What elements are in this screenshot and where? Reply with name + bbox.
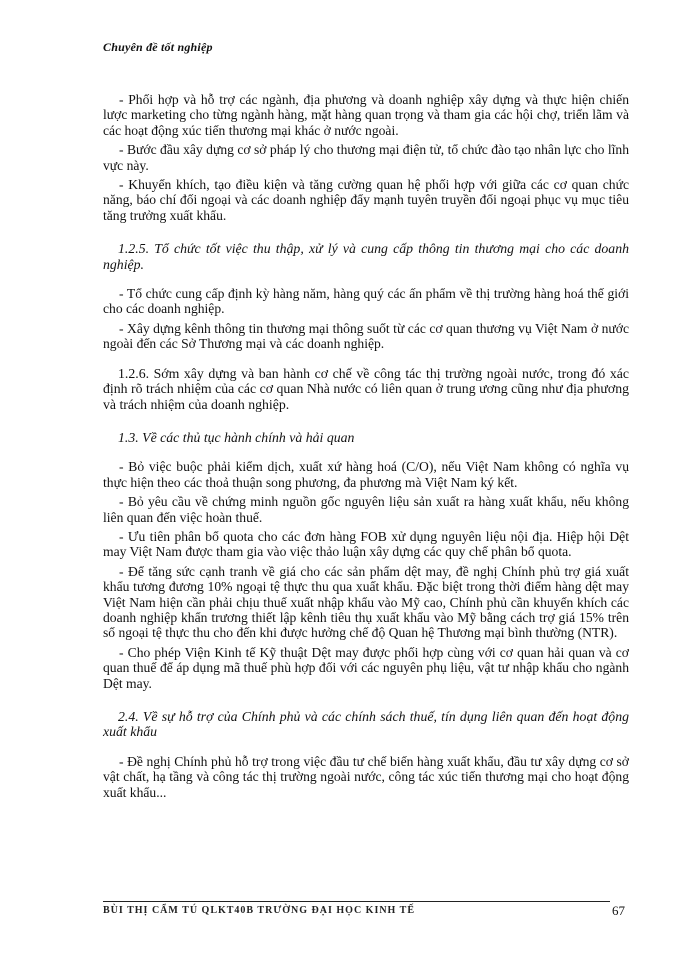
footer-text: BÙI THỊ CẨM TÚ QLKT40B TRƯỜNG ĐẠI HỌC KINH TẾ: [103, 905, 415, 916]
page-number: 67: [612, 903, 625, 918]
paragraph: - Đề nghị Chính phủ hỗ trợ trong việc đầu tư chế biến hàng xuất khẩu, đầu tư xây dựng cơ sở vật chất, hạ tầng và công tác thị trường ngoài nước, công tác xúc tiến thương mại cho hoạt động xuất khẩu...: [103, 753, 629, 800]
section-heading: 1.3. Về các thủ tục hành chính và hải quan: [118, 429, 355, 445]
section-heading: 2.4. Về sự hỗ trợ của Chính phủ và các chính sách thuế, tín dụng liên quan đến hoạt động xuất khẩu: [103, 709, 629, 740]
paragraph: - Bỏ yêu cầu về chứng minh nguồn gốc nguyên liệu sản xuất ra hàng xuất khẩu, nếu không liên quan đến việc hoàn thuế.: [103, 494, 629, 525]
page-body: [103, 92, 629, 804]
section-heading: 1.2.5. Tổ chức tốt việc thu thập, xử lý và cung cấp thông tin thương mại cho các doanh nghiệp.: [103, 241, 629, 272]
section-paragraph: 1.2.6. Sớm xây dựng và ban hành cơ chế về công tác thị trường ngoài nước, trong đó xác định rõ trách nhiệm của các cơ quan Nhà nước có liên quan ở trung ương cũng như địa phương và trách nhiệm của doanh nghiệp.: [103, 365, 629, 412]
paragraph: - Bước đầu xây dựng cơ sở pháp lý cho thương mại điện tử, tổ chức đào tạo nhân lực cho lĩnh vực này.: [103, 142, 629, 173]
paragraph: - Cho phép Viện Kinh tế Kỹ thuật Dệt may được phối hợp cùng với cơ quan hải quan và cơ quan thuế để áp dụng mã thuế phù hợp đối với các nguyên phụ liệu, vật tư nhập khẩu cho ngành Dệt may.: [103, 644, 629, 691]
paragraph: - Khuyến khích, tạo điều kiện và tăng cường quan hệ phối hợp với giữa các cơ quan chức năng, báo chí đối ngoại và các doanh nghiệp đẩy mạnh tuyên truyền đối ngoại phục vụ mục tiêu tăng trưởng xuất khẩu.: [103, 177, 629, 223]
paragraph: - Xây dựng kênh thông tin thương mại thông suốt từ các cơ quan thương vụ Việt Nam ở nước ngoài đến các Sở Thương mại và các doanh nghiệp.: [103, 320, 629, 352]
paragraph: - Bỏ việc buộc phải kiểm dịch, xuất xứ hàng hoá (C/O), nếu Việt Nam không có nghĩa vụ thực hiện theo các thoả thuận song phương, đa phương mà Việt Nam ký kết.: [103, 459, 629, 490]
page-header: Chuyên đề tốt nghiệp: [103, 40, 213, 54]
paragraph: - Phối hợp và hỗ trợ các ngành, địa phương và doanh nghiệp xây dựng và thực hiện chiến lược marketing cho từng ngành hàng, mặt hàng quan trọng và tham gia các hội chợ, triển lãm và các hoạt động xúc tiến thương mại khác ở nước ngoài.: [103, 92, 629, 138]
paragraph: - Ưu tiên phân bổ quota cho các đơn hàng FOB xử dụng nguyên liệu nội địa. Hiệp hội Dệt may Việt Nam được tham gia vào việc thảo luận xây dựng các quy chế phân bổ quota.: [103, 528, 629, 560]
footer-divider: [103, 901, 610, 902]
paragraph: - Tổ chức cung cấp định kỳ hàng năm, hàng quý các ấn phẩm về thị trường hàng hoá thế giới cho các doanh nghiệp.: [103, 286, 629, 317]
paragraph: - Để tăng sức cạnh tranh về giá cho các sản phẩm dệt may, đề nghị Chính phủ trợ giá xuất khẩu tương đương 10% ngoại tệ thực thu qua xuất khẩu. Đặc biệt trong thời điểm hàng dệt may Việt Nam hiện cần phải chịu thuế xuất nhập khẩu vào Mỹ cao, Chính phủ cần khuyến khích các doanh nghiệp khẩn trương thiết lập kênh tiêu thụ xuất khẩu vào Mỹ bằng cách trợ giá 15% trên số ngoại tệ thực thu cho đến khi được hưởng chế độ Quan hệ Thương mại bình thường (NTR).: [103, 563, 629, 641]
